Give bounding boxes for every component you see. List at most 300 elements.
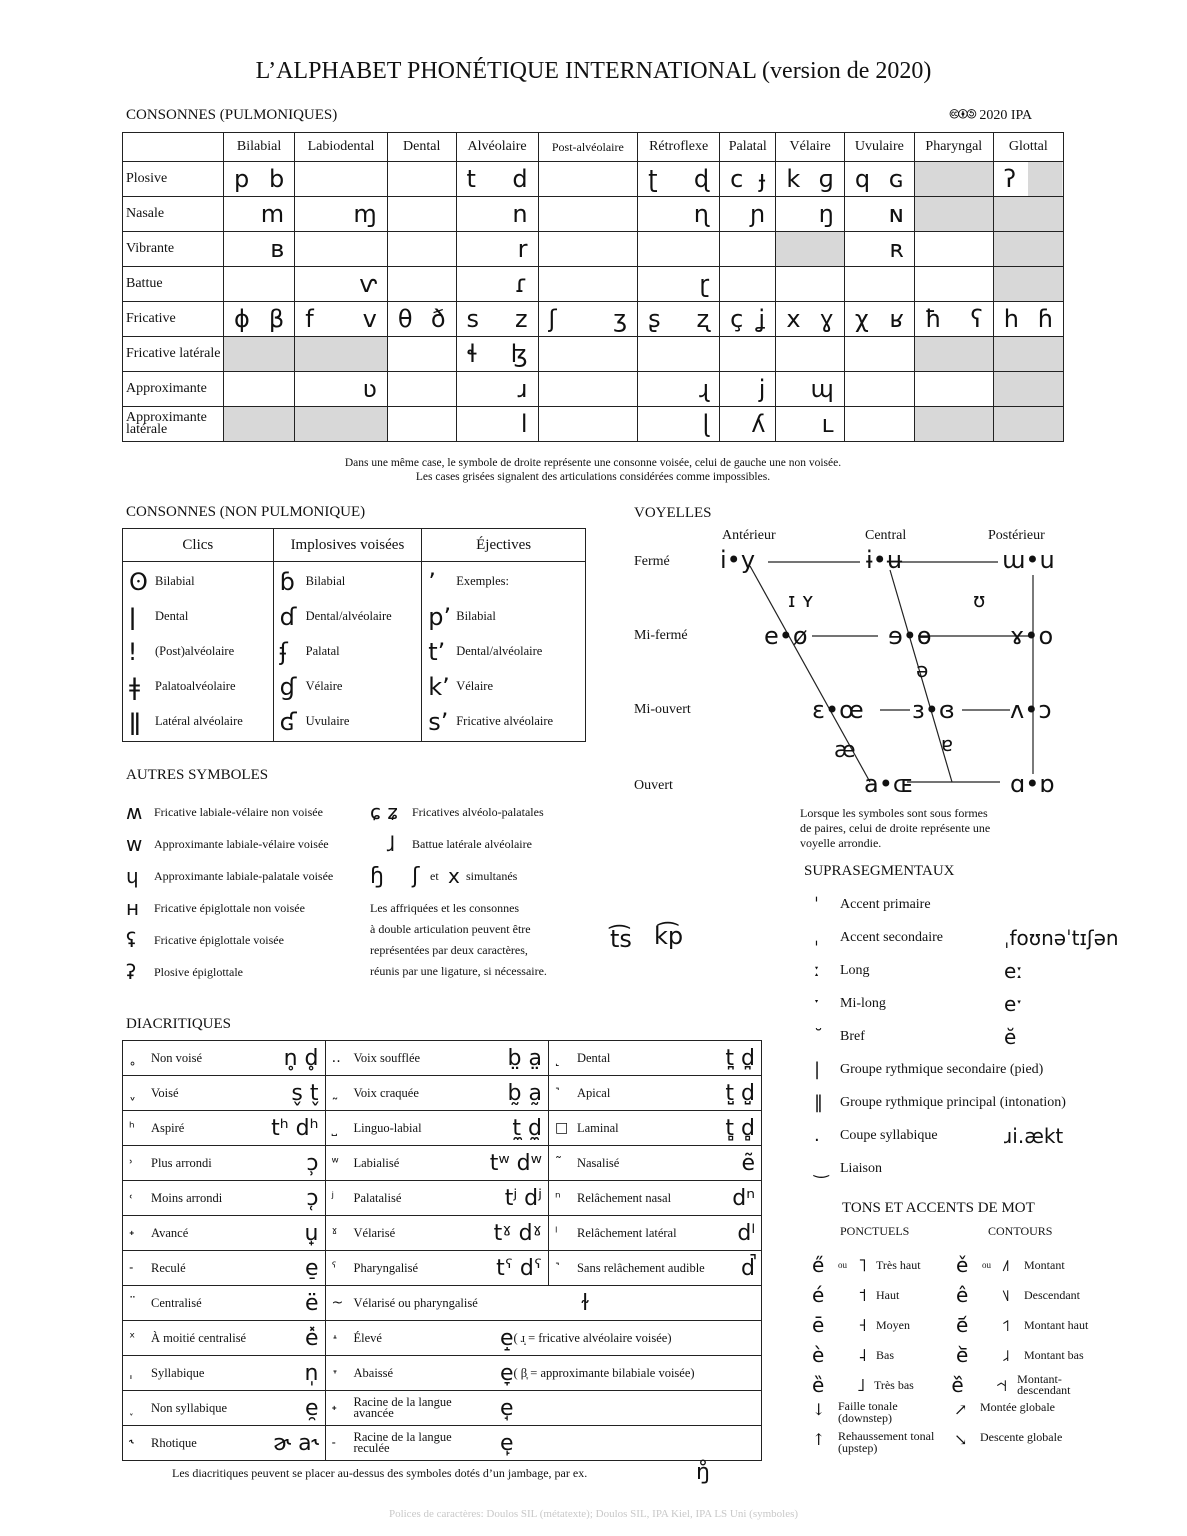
pulmonic-row (123, 232, 1064, 267)
pulmonic-cell (538, 162, 638, 197)
pulmonic-row-label: Nasale (123, 197, 224, 232)
pulmonic-cell (387, 337, 456, 372)
pulmonic-cell (720, 372, 776, 407)
consonant-voiced: ɦ (1037, 305, 1053, 333)
diacritic-label: Vélarisé ou pharyngalisé (353, 1295, 478, 1310)
diacritic-row (123, 1286, 762, 1321)
vowel-row-open: Ouvert (634, 778, 673, 793)
supra-label: Groupe rythmique principal (intonation) (840, 1094, 1066, 1110)
diacritic-cell (548, 1216, 761, 1251)
pulmonic-cell (720, 337, 776, 372)
diacritic-cell (123, 1251, 326, 1286)
diacritic-example: t̺ d̺ (725, 1080, 755, 1106)
diacritic-example: e̞ (499, 1360, 514, 1386)
global-rise-label: Montée globale (980, 1400, 1055, 1414)
consonant-voiced: ɽ (699, 270, 710, 298)
diacritic-cell (123, 1426, 326, 1461)
diacritic-label: Moins arrondi (151, 1190, 223, 1205)
diacritic-label: Palatalisé (353, 1190, 402, 1205)
consonant-voiced: ɰ (810, 375, 834, 403)
consonant-voiced: ʕ (970, 305, 983, 333)
supra-row (814, 1152, 1144, 1185)
tone-level-example: é (812, 1283, 825, 1307)
supra-label: Coupe syllabique (840, 1127, 938, 1143)
pulmonic-cell (720, 267, 776, 302)
pulmonic-cell (295, 372, 388, 407)
other-label: Fricative épiglottale non voisée (154, 900, 305, 915)
consonant-voiced: ʟ (821, 410, 834, 438)
supra-row (814, 1020, 1144, 1053)
vowel-vc: ʌ•ɔ (1010, 696, 1052, 724)
other-symbol: ʜ (126, 896, 140, 920)
tone-level-label: Bas (876, 1347, 894, 1362)
diacritic-cell (123, 1181, 326, 1216)
diacritic-wide-cell (325, 1321, 762, 1356)
tone-level-example: ē (812, 1313, 825, 1337)
np-symbol: ɠ (279, 672, 297, 701)
pulmonic-row-label: Plosive (123, 162, 224, 197)
diacritic-cell (123, 1216, 326, 1251)
pulmonic-note-1: Dans une même case, le symbole de droite représente une consonne voisée, celui de gauche une non voisée. (344, 457, 842, 469)
diacritic-cell (123, 1076, 326, 1111)
diacritic-example: t̻ d̻ (725, 1115, 755, 1141)
consonant-voiced: ŋ (818, 200, 834, 228)
diacritic-cell (548, 1111, 761, 1146)
np-item (129, 564, 267, 599)
diacritic-row (123, 1356, 762, 1391)
nonpulmonic-table (122, 528, 586, 742)
pulmonic-cell (387, 232, 456, 267)
vowel-eth: ɘ•ɵ (888, 622, 932, 650)
diacritic-cell (325, 1181, 548, 1216)
pulmonic-cell (993, 302, 1063, 337)
pulmonic-cell (720, 232, 776, 267)
supra-list (814, 888, 1144, 1185)
supra-example: eˑ (1004, 991, 1024, 1016)
supra-row (814, 1086, 1144, 1119)
consonant-voiced: ɻ (699, 375, 710, 403)
tones-list (812, 1250, 1112, 1400)
tone-contour-example: e᷄ (956, 1313, 969, 1337)
pulmonic-cell (993, 337, 1063, 372)
other-symbol-row (126, 860, 366, 892)
vowel-eo: e•ø (764, 622, 808, 650)
other-label: Fricative épiglottale voisée (154, 932, 284, 947)
pulmonic-cell (914, 162, 993, 197)
supra-mark: ˌ (814, 927, 819, 948)
pulmonic-col-header: Labiodental (295, 133, 388, 162)
pulmonic-cell (776, 407, 844, 442)
diacritic-example: e̯ (304, 1395, 319, 1421)
np-item (428, 634, 579, 669)
supra-label: Accent secondaire (840, 929, 943, 945)
np-symbol: sʼ (428, 707, 449, 736)
diacritics-footer-example: ŋ̊ (696, 1460, 710, 1485)
consonant-voiced: n (512, 200, 528, 228)
pulmonic-cell (295, 337, 388, 372)
pulmonic-cell (387, 302, 456, 337)
np-item (280, 704, 416, 739)
pulmonic-cell (844, 232, 914, 267)
supra-label: Long (840, 962, 870, 978)
diacritic-mark: ˓ (129, 1190, 134, 1206)
np-label: Palatal (305, 644, 340, 658)
pulmonic-cell (456, 232, 538, 267)
pulmonic-cell (720, 407, 776, 442)
vowel-eoe: ɛ•œ (812, 696, 864, 724)
diacritic-example: dⁿ (732, 1185, 755, 1211)
other-symbol-row (126, 924, 366, 956)
tone-ou: ou (982, 1260, 991, 1270)
diacritic-example: b̰ a̰ (507, 1080, 542, 1106)
vowel-go: ɤ•o (1010, 622, 1054, 650)
diacritic-row (123, 1321, 762, 1356)
diacritic-label: Syllabique (151, 1365, 205, 1380)
consonant-voiced: ɱ (353, 200, 377, 228)
diacritic-label: Centralisé (151, 1295, 202, 1310)
fonts-credit: Polices de caractères: Doulos SIL (métatexte); Doulos SIL, IPA Kiel, IPA LS Uni (symboles) (388, 1508, 799, 1520)
diacritic-label: Voisé (151, 1085, 179, 1100)
pulmonic-cell (993, 197, 1063, 232)
pulmonic-cell (638, 162, 720, 197)
np-symbol: ɓ (279, 567, 295, 596)
diacritic-example: n̩ (304, 1360, 319, 1386)
tones-heading: TONS ET ACCENTS DE MOT (842, 1200, 1035, 1216)
diacritic-label: À moitié centralisé (151, 1330, 247, 1345)
pulmonic-row (123, 337, 1064, 372)
supra-mark: . (814, 1125, 820, 1146)
pulmonic-cell (295, 162, 388, 197)
diacritic-cell (325, 1076, 548, 1111)
consonant-voiceless: c (730, 165, 744, 193)
pulmonic-cell (538, 232, 638, 267)
vowel-col-central: Central (865, 528, 907, 543)
consonant-voiced: ɢ (888, 165, 904, 193)
pulmonic-row-label: Approximante (123, 372, 224, 407)
consonant-voiced: ʐ (696, 305, 710, 333)
pulmonic-cell (844, 162, 914, 197)
consonant-voiceless: k (786, 165, 801, 193)
np-item (129, 704, 267, 739)
lateral-flap-label: Battue latérale alvéolaire (412, 836, 532, 851)
diacritic-label: Non syllabique (151, 1400, 228, 1415)
vowel-ab: ɑ•ɒ (1010, 770, 1055, 798)
pulmonic-cell (295, 232, 388, 267)
diacritic-label: Labialisé (353, 1155, 400, 1170)
pulmonic-cell (914, 337, 993, 372)
other-symbol-row (126, 956, 366, 988)
supra-example: eː (1004, 958, 1024, 983)
supra-row (814, 954, 1144, 987)
pulmonic-cell (993, 407, 1063, 442)
diacritic-label: Relâchement nasal (576, 1190, 672, 1205)
diacritic-mark: ~ (331, 1295, 344, 1311)
consonant-voiceless: ʔ (1003, 165, 1016, 193)
np-label: (Post)alvéolaire (155, 644, 235, 658)
tone-ou: ou (838, 1260, 847, 1270)
diacritic-example: e̠ (304, 1255, 319, 1281)
pulmonic-heading: CONSONNES (PULMONIQUES) (126, 107, 338, 123)
pulmonic-cell (387, 197, 456, 232)
diacritic-mark: ˤ (331, 1260, 337, 1276)
diacritic-label: Voix soufflée (353, 1050, 421, 1065)
copyright: 🅭🅯🄎 2020 IPA (950, 108, 1033, 123)
pulmonic-row-label: Approximante latérale (123, 407, 224, 442)
supra-mark: | (814, 1059, 821, 1080)
implosives-column (273, 562, 422, 742)
pulmonic-cell (456, 337, 538, 372)
pulmonic-cell (914, 302, 993, 337)
pulmonic-cell (720, 302, 776, 337)
supra-label: Accent primaire (840, 896, 931, 912)
pulmonic-cell (224, 267, 295, 302)
tone-contour-letter: ˩˨ (1002, 1345, 1010, 1365)
diacritic-cell (123, 1321, 326, 1356)
supra-example: ĕ (1004, 1024, 1017, 1049)
consonant-voiced: ʙ (270, 235, 285, 263)
diacritic-mark: ˬ (129, 1085, 136, 1101)
ligature-kp: k͡p (654, 922, 684, 950)
diacritic-mark: ʲ (331, 1190, 334, 1206)
tone-row (812, 1280, 1112, 1310)
tone-level-label: Haut (876, 1287, 900, 1302)
consonant-voiceless: f (305, 305, 314, 333)
consonant-voiced: d (512, 165, 528, 193)
pulmonic-cell (776, 197, 844, 232)
vowel-iy: i•y (720, 546, 756, 574)
tone-row (812, 1370, 1112, 1400)
diacritic-mark: ˠ (331, 1225, 338, 1241)
pulmonic-row (123, 267, 1064, 302)
np-item (428, 564, 579, 599)
nonpulmonic-heading: CONSONNES (NON PULMONIQUE) (126, 504, 366, 520)
diacritic-label: Non voisé (151, 1050, 203, 1065)
tone-contour-example: ě (956, 1253, 969, 1277)
diacritics-heading: DIACRITIQUES (126, 1016, 231, 1032)
pulmonic-cell (295, 197, 388, 232)
diacritic-mark: ˺ (554, 1260, 560, 1277)
diacritic-label: Voix craquée (353, 1085, 419, 1100)
diacritic-cell (325, 1111, 548, 1146)
supra-label: Liaison (840, 1160, 882, 1176)
tone-level-label: Très bas (873, 1377, 914, 1392)
pulmonic-row-label: Battue (123, 267, 224, 302)
tone-level-letter: ˦ (858, 1284, 867, 1306)
vowel-ee: ɜ•ɞ (912, 696, 955, 724)
global-fall-label: Descente globale (980, 1430, 1063, 1444)
vowel-iu: ɨ•ʉ (866, 546, 903, 574)
pulmonic-cell (720, 197, 776, 232)
diacritic-label: Vélarisé (353, 1225, 396, 1240)
diacritic-wide-cell (325, 1426, 762, 1461)
consonant-voiced: ɡ (818, 165, 834, 193)
diacritic-example: e̘ (499, 1395, 514, 1421)
supra-row (814, 1119, 1144, 1152)
vowels-heading: VOYELLES (634, 505, 712, 521)
consonant-voiced: v (362, 305, 377, 333)
pulmonic-cell (224, 337, 295, 372)
diacritic-label: Abaissé (353, 1365, 394, 1380)
consonant-voiced: ɹ (517, 375, 528, 403)
diacritic-note: ( β̞ = approximante bilabiale voisée) (513, 1365, 695, 1380)
consonant-voiced: ɭ (702, 410, 710, 438)
tone-contour-label: Montant haut (1024, 1317, 1089, 1332)
other-label: Plosive épiglottale (154, 964, 243, 979)
tone-row (812, 1250, 1112, 1280)
other-symbols-list (126, 796, 366, 988)
pulmonic-cell (224, 407, 295, 442)
diacritic-mark: ˗ (129, 1260, 134, 1276)
pulmonic-col-header: Glottal (993, 133, 1063, 162)
diacritic-mark: ⁿ (554, 1190, 561, 1206)
pulmonic-col-header: Uvulaire (844, 133, 914, 162)
supra-mark: ‖ (814, 1092, 823, 1113)
consonant-voiced: j (758, 375, 766, 403)
consonant-voiceless: ɬ (466, 340, 479, 368)
pulmonic-cell (456, 407, 538, 442)
np-item (428, 669, 579, 704)
vowel-row-closemid: Mi-fermé (634, 628, 688, 643)
diacritic-wide-cell (325, 1391, 762, 1426)
diacritic-label: Élevé (353, 1330, 382, 1345)
supra-mark: ˈ (814, 894, 819, 915)
pulmonic-cell (387, 407, 456, 442)
diacritic-label: Avancé (151, 1225, 189, 1240)
diacritic-mark: □ (554, 1120, 569, 1136)
np-label: Vélaire (305, 679, 343, 693)
np-label: Latéral alvéolaire (155, 714, 243, 728)
diacritic-cell (548, 1146, 761, 1181)
consonant-voiceless: ç (730, 305, 744, 333)
tone-contour-label: Montant (1024, 1257, 1065, 1272)
vowel-IY: ɪ ʏ (788, 588, 815, 612)
pulmonic-cell (387, 267, 456, 302)
np-item (428, 704, 579, 739)
pulmonic-cell (538, 197, 638, 232)
consonant-voiceless: ħ (924, 305, 942, 333)
supra-row (814, 1053, 1144, 1086)
consonant-voiceless: ʂ (648, 305, 661, 333)
diacritic-cell (123, 1286, 326, 1321)
consonant-voiceless: ʃ (548, 305, 557, 333)
vowel-aoe: a•ɶ (864, 770, 914, 798)
pulmonic-cell (638, 407, 720, 442)
other-symbol: ɥ (126, 864, 139, 888)
pulmonic-cell (538, 372, 638, 407)
pulmonic-cell (456, 197, 538, 232)
pulmonic-cell (538, 302, 638, 337)
simul-et: et (430, 868, 439, 883)
np-label: Dental (155, 609, 189, 623)
pulmonic-cell (993, 232, 1063, 267)
supra-example: ɹi.ækt (1004, 1123, 1064, 1148)
np-label: Palatoalvéolaire (155, 679, 236, 693)
consonant-voiced: ʒ (613, 305, 628, 333)
tone-contour-label: Montant bas (1024, 1347, 1084, 1362)
other-symbol: w (126, 832, 143, 856)
diacritic-example: e̝ (499, 1325, 514, 1351)
diacritic-example: ɔ̹ (306, 1150, 319, 1176)
vowel-row-openmid: Mi-ouvert (634, 702, 691, 717)
vowel-schwa: ə (916, 658, 929, 682)
pulmonic-cell (295, 267, 388, 302)
vowel-ae: æ (834, 738, 856, 763)
consonant-voiced: ʝ (758, 305, 766, 333)
supra-example: ˌfoʊnəˈtɪʃən (1004, 925, 1119, 950)
diacritic-cell (325, 1216, 548, 1251)
affricate-note: Les affriquées et les consonnes à double articulation peuvent être représentées par deux caractères, réunis par une ligature, si nécessaire. (370, 901, 547, 978)
tone-contour-letter: ˧˦˧ (995, 1375, 1008, 1395)
vowel-col-back: Postérieur (988, 528, 1045, 543)
diacritic-label: Racine de la langue avancée (353, 1395, 452, 1420)
pulmonic-cell (456, 302, 538, 337)
diacritic-mark: ˯ (129, 1400, 134, 1417)
consonant-voiced: ɳ (693, 200, 710, 228)
pulmonic-cell (844, 372, 914, 407)
supra-row (814, 921, 1144, 954)
pulmonic-col-header: Vélaire (776, 133, 844, 162)
diacritic-example: ɫ (580, 1290, 590, 1316)
diacritic-mark: ˖ (331, 1400, 337, 1416)
np-item (129, 634, 267, 669)
consonant-voiceless: s (466, 305, 480, 333)
downstep-label: Faille tonale (downstep) (838, 1399, 898, 1425)
lateral-flap-symbol: ɺ (386, 832, 396, 856)
np-label: Exemples: (456, 574, 509, 588)
np-label: Fricative alvéolaire (456, 714, 554, 728)
consonant-voiced: m (260, 200, 285, 228)
tone-level-example: ȅ (812, 1373, 825, 1397)
diacritic-example: tʰ dʰ (271, 1115, 319, 1141)
diacritic-cell (123, 1111, 326, 1146)
consonant-voiced: ʎ (751, 410, 766, 438)
diacritic-note: ( ɹ̝ = fricative alvéolaire voisée) (513, 1330, 672, 1345)
pulmonic-cell (638, 337, 720, 372)
supra-mark: ˘ (814, 1026, 823, 1047)
pulmonic-cell (224, 302, 295, 337)
pulmonic-row-label: Fricative (123, 302, 224, 337)
pulmonic-cell (638, 372, 720, 407)
other-label: Fricative labiale-vélaire non voisée (154, 804, 323, 819)
upstep-label: Rehaussement tonal (upstep) (838, 1429, 935, 1455)
tone-level-example: e̋ (812, 1253, 825, 1277)
np-label: Uvulaire (305, 714, 350, 728)
consonant-voiceless: h (1003, 305, 1019, 333)
pulmonic-cell (456, 267, 538, 302)
consonant-voiced: ɟ (758, 165, 766, 193)
np-item (280, 669, 416, 704)
diacritic-label: Linguo-labial (353, 1120, 422, 1135)
tones-extra (812, 1400, 1112, 1460)
diacritic-example: b̤ a̤ (507, 1045, 542, 1071)
tone-row (812, 1310, 1112, 1340)
diacritic-mark: ˡ (554, 1225, 558, 1241)
pulmonic-row (123, 407, 1064, 442)
pulmonic-row-label: Fricative latérale (123, 337, 224, 372)
global-fall-arrow-icon: ↘ (954, 1430, 968, 1449)
upstep-arrow-icon: ↑ (812, 1430, 826, 1449)
pulmonic-cell (993, 162, 1063, 197)
pulmonic-col-header: Palatal (720, 133, 776, 162)
diacritic-example: n̥ d̥ (283, 1045, 319, 1071)
np-label: Bilabial (305, 574, 346, 588)
consonant-voiced: r (517, 235, 528, 263)
diacritic-label: Rhotique (151, 1435, 197, 1450)
consonant-voiced: ɮ (510, 340, 528, 368)
diacritic-cell (123, 1146, 326, 1181)
diacritic-row (123, 1111, 762, 1146)
pulmonic-note-2: Les cases grisées signalent des articulations considérées comme impossibles. (415, 471, 771, 483)
